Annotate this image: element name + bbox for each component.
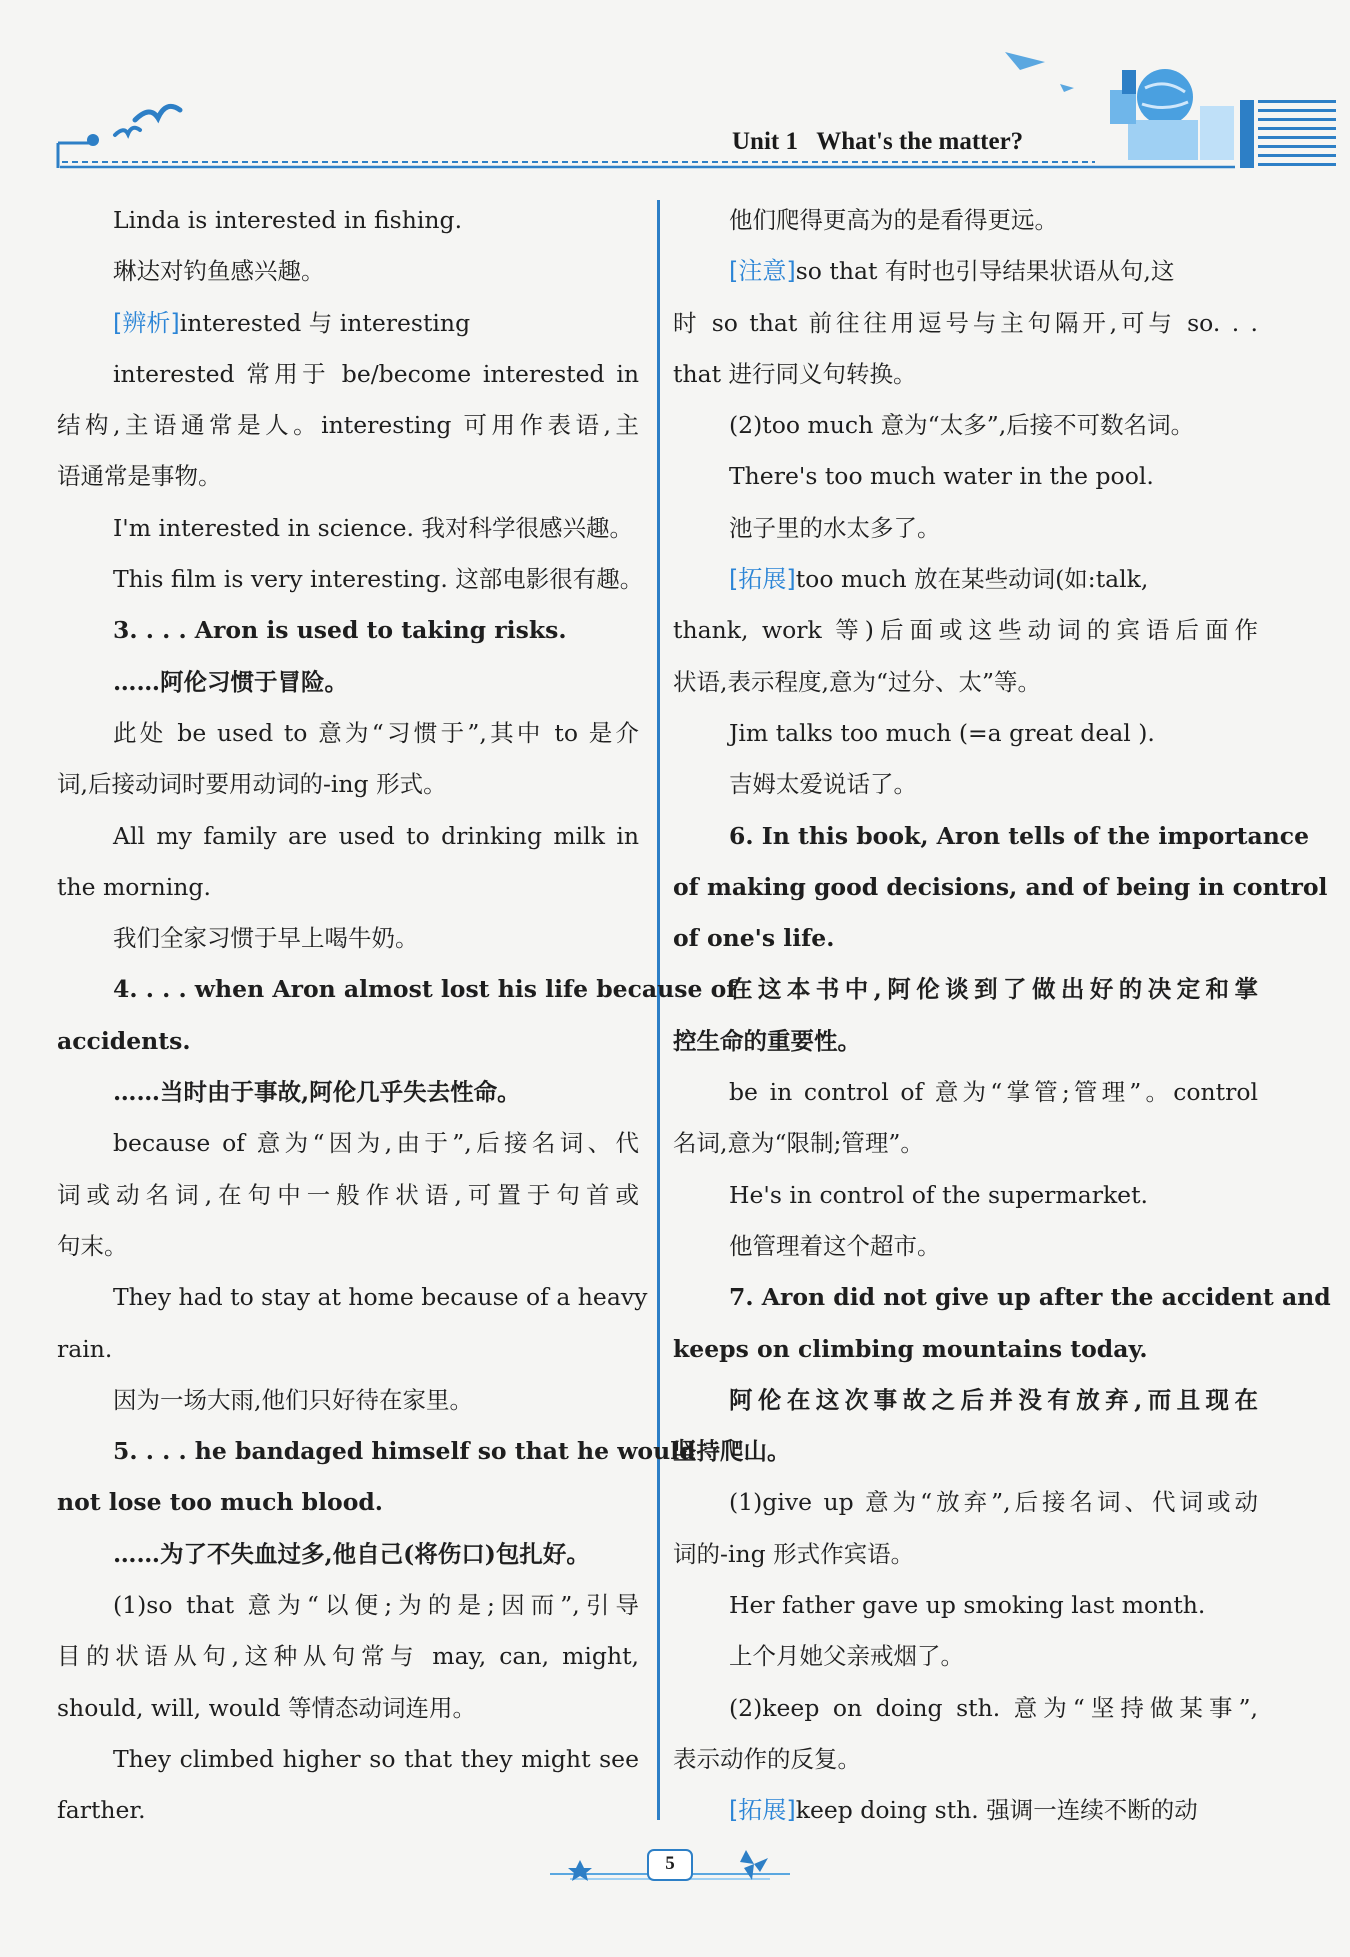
- example-sentence: He's in control of the supermarket.: [729, 1180, 1149, 1209]
- note-line: [拓展]too much 放在某些动词(如:talk,: [729, 565, 1149, 594]
- example-translation: 池子里的水太多了。: [729, 513, 941, 542]
- body-text: 句末。: [57, 1231, 128, 1260]
- body-text: (2)keep on doing sth. 意为“坚持做某事”,: [729, 1693, 1258, 1722]
- body-text: thank, work 等)后面或这些动词的宾语后面作: [673, 616, 1258, 645]
- body-text: 名词,意为“限制;管理”。: [673, 1129, 924, 1158]
- globe-books-icon: [1110, 69, 1234, 160]
- point-heading: accidents.: [57, 1026, 191, 1055]
- example-sentence: farther.: [57, 1796, 146, 1825]
- star-icon: [568, 1860, 592, 1881]
- body-text: (2)too much 意为“太多”,后接不可数名词。: [729, 411, 1195, 440]
- example-translation: 我们全家习惯于早上喝牛奶。: [113, 924, 419, 953]
- body-text: (1)so that 意为“以便;为的是;因而”,引导: [113, 1591, 639, 1620]
- point-heading-translation: 在这本书中,阿伦谈到了做出好的决定和掌: [729, 975, 1258, 1004]
- point-heading-translation: ……当时由于事故,阿伦几乎失去性命。: [113, 1078, 521, 1107]
- example-sentence: rain.: [57, 1334, 113, 1363]
- right-column: [673, 195, 1331, 1837]
- example-translation: 他管理着这个超市。: [729, 1231, 941, 1260]
- point-heading: 7. Aron did not give up after the accident and: [729, 1283, 1331, 1312]
- body-text: (1)give up 意为“放弃”,后接名词、代词或动: [729, 1488, 1258, 1517]
- body-text: 时 so that 前往往用逗号与主句隔开,可与 so. . .: [673, 308, 1258, 337]
- body-text: 目的状语从句,这种从句常与 may, can, might,: [57, 1642, 639, 1671]
- body-text: 表示动作的反复。: [673, 1744, 861, 1773]
- body-text: because of 意为“因为,由于”,后接名词、代: [113, 1129, 639, 1158]
- extension-tag: [拓展]: [729, 1796, 796, 1825]
- point-heading: of making good decisions, and of being in control: [673, 872, 1328, 901]
- example-sentence: All my family are used to drinking milk in: [113, 821, 639, 850]
- body-text: 此处 be used to 意为“习惯于”,其中 to 是介: [113, 718, 639, 747]
- point-heading: 3. . . . Aron is used to taking risks.: [113, 616, 567, 645]
- example-sentence: There's too much water in the pool.: [729, 462, 1154, 491]
- page-number: 5: [665, 1853, 675, 1874]
- unit-title: Unit 1 What's the matter?: [732, 128, 1024, 155]
- example-translation: 上个月她父亲戒烟了。: [729, 1642, 964, 1671]
- body-text: 词的-ing 形式作宾语。: [673, 1539, 915, 1568]
- header-decoration: [0, 0, 1350, 180]
- example-sentence: Jim talks too much (=a great deal ).: [729, 718, 1155, 747]
- point-heading: 6. In this book, Aron tells of the importance: [729, 821, 1310, 850]
- body-text: that 进行同义句转换。: [673, 359, 917, 388]
- note-line: [辨析]interested 与 interesting: [113, 308, 471, 337]
- example-sentence: Linda is interested in fishing.: [113, 206, 463, 234]
- point-heading: of one's life.: [673, 924, 835, 953]
- body-text: 语通常是事物。: [57, 462, 222, 491]
- page-footer: [540, 1840, 800, 1890]
- note-line: [注意]so that 有时也引导结果状语从句,这: [729, 257, 1175, 286]
- example-sentence: This film is very interesting. 这部电影很有趣。: [113, 565, 644, 594]
- body-text: 词,后接动词时要用动词的-ing 形式。: [57, 770, 447, 799]
- example-translation: 他们爬得更高为的是看得更远。: [729, 206, 1058, 234]
- body-text: interested 常用于 be/become interested in: [113, 359, 639, 388]
- extension-tag: [拓展]: [729, 565, 796, 594]
- point-heading-translation: 阿伦在这次事故之后并没有放弃,而且现在: [729, 1385, 1258, 1414]
- body-text: 状语,表示程度,意为“过分、太”等。: [673, 667, 1041, 696]
- point-heading: 5. . . . he bandaged himself so that he would: [113, 1437, 696, 1466]
- point-heading: 4. . . . when Aron almost lost his life because of: [113, 975, 737, 1004]
- paper-plane-icon: [1005, 52, 1074, 92]
- point-heading-translation: 坚持爬山。: [673, 1437, 791, 1466]
- point-heading-translation: 控生命的重要性。: [673, 1026, 861, 1055]
- page-header: [0, 0, 1350, 180]
- example-sentence: Her father gave up smoking last month.: [729, 1591, 1206, 1620]
- example-translation: 琳达对钓鱼感兴趣。: [113, 257, 325, 286]
- example-translation: 吉姆太爱说话了。: [729, 770, 917, 799]
- example-sentence: the morning.: [57, 872, 211, 901]
- body-text: should, will, would 等情态动词连用。: [57, 1693, 477, 1722]
- example-sentence: They climbed higher so that they might see: [113, 1744, 639, 1773]
- example-sentence: I'm interested in science. 我对科学很感兴趣。: [113, 513, 633, 542]
- pinwheel-icon: [740, 1850, 768, 1880]
- analysis-tag: [辨析]: [113, 308, 180, 337]
- example-sentence: They had to stay at home because of a heavy: [113, 1283, 648, 1312]
- example-translation: 因为一场大雨,他们只好待在家里。: [113, 1385, 473, 1414]
- body-text: be in control of 意为“掌管;管理”。control: [729, 1078, 1258, 1107]
- note-line: [拓展]keep doing sth. 强调一连续不断的动: [729, 1796, 1198, 1825]
- header-stripes: [1240, 100, 1336, 168]
- note-tag: [注意]: [729, 257, 796, 286]
- point-heading-translation: ……阿伦习惯于冒险。: [113, 667, 348, 696]
- birds-icon: [115, 106, 180, 135]
- point-heading: keeps on climbing mountains today.: [673, 1334, 1148, 1363]
- body-text: 词或动名词,在句中一般作状语,可置于句首或: [57, 1180, 639, 1209]
- body-text: 结构,主语通常是人。interesting 可用作表语,主: [57, 411, 639, 440]
- point-heading: not lose too much blood.: [57, 1488, 383, 1517]
- point-heading-translation: ……为了不失血过多,他自己(将伤口)包扎好。: [113, 1539, 590, 1568]
